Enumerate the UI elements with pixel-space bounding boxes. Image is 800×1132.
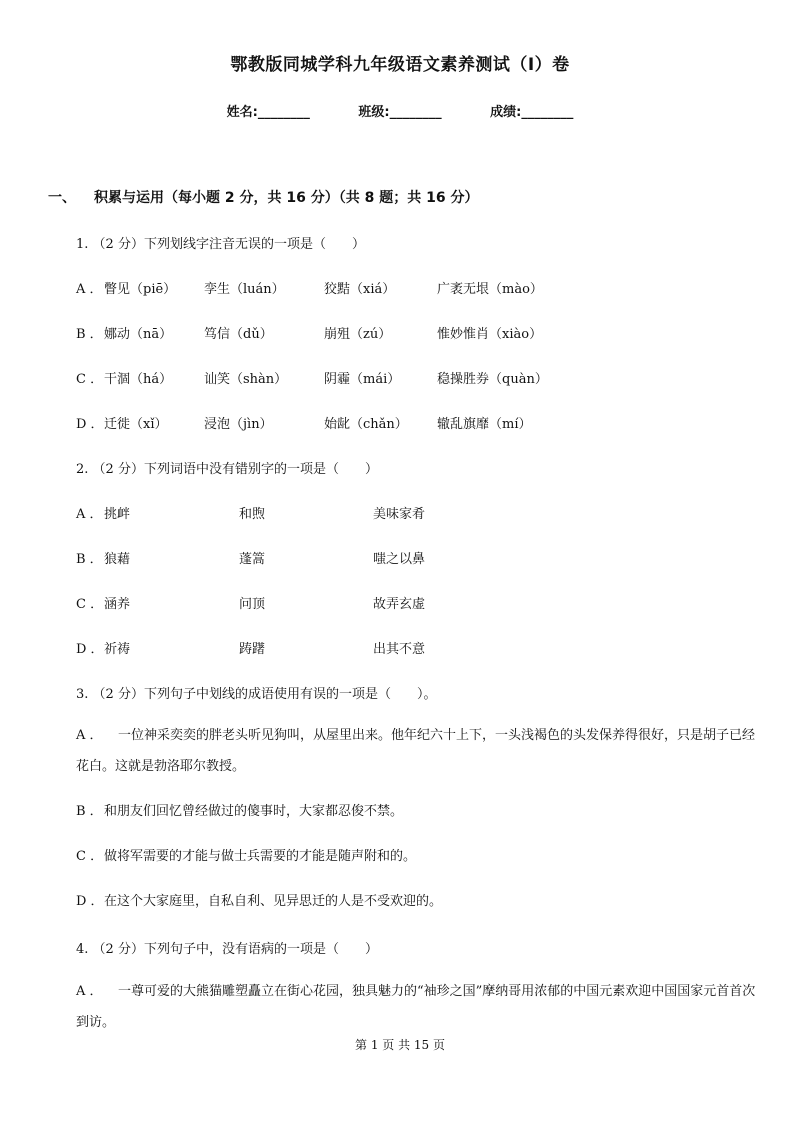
option-item: 广袤无垠（mào） [437,282,543,297]
question-option [76,278,543,297]
option-text: 在这个大家庭里，自私自利、见异思迁的人是不受欢迎的。 [104,894,443,909]
option-text: 做将军需要的才能与做士兵需要的才能是随声附和的。 [104,849,417,864]
option-item: 涵养 [104,597,131,612]
option-item: 始龀（chǎn） [324,417,408,432]
option-text: 和朋友们回忆曾经做过的傻事时，大家都忍俊不禁。 [104,804,404,819]
page-title: 鄂教版同城学科九年级语文素养测试（I）卷 [230,55,570,75]
question-stem: 3. （2 分）下列句子中划线的成语使用有误的一项是（ ）。 [76,687,437,702]
name-blank: ________ [257,105,310,120]
option-item: 辙乱旗靡（mí） [437,417,532,432]
option-item: 迁徙（xǐ） [104,417,168,432]
option-item: 踌躇 [239,642,266,657]
class-label: 班级: [358,105,390,120]
option-label: B ． [76,804,103,819]
question-option [76,841,756,872]
question-option [76,593,426,612]
option-label: A ． [76,728,103,743]
question-stem: 4. （2 分）下列句子中，没有语病的一项是（ ） [76,942,378,957]
score-blank: ________ [521,105,574,120]
option-label: D ． [76,894,104,909]
question-option [76,413,532,432]
option-item: 娜动（nā） [104,327,173,342]
name-label: 姓名: [226,105,258,120]
option-label: C ． [76,597,104,612]
option-item: 狡黠（xiá） [324,282,396,297]
score-label: 成绩: [490,105,522,120]
question-option [76,638,426,657]
option-text: 一位神采奕奕的胖老头听见狗叫，从屋里出来。他年纪六十上下，一头浅褐色的头发保养得很好，只是胡子已经花白。这就是勃洛耶尔教授。 [76,728,756,774]
option-item: 出其不意 [373,642,426,657]
option-item: 讪笑（shàn） [204,372,288,387]
page-footer: 第 1 页 共 15 页 [355,1038,445,1052]
option-text: 一尊可爱的大熊猫雕塑矗立在街心花园，独具魅力的“袖珍之国”摩纳哥用浓郁的中国元素欢迎中国国家元首首次到访。 [76,984,756,1030]
question-option [76,886,756,917]
option-label: A ． [76,507,103,522]
question-option [76,368,548,387]
section-number: 一、 [48,190,76,206]
option-item: 浸泡（jìn） [204,417,273,432]
option-item: 挑衅 [104,507,131,522]
option-item: 孪生（luán） [204,282,285,297]
question-option [76,796,756,827]
class-field [358,101,441,120]
question-option [76,976,756,1038]
question-stem: 1. （2 分）下列划线字注音无误的一项是（ ） [76,237,365,252]
student-info-line [0,101,800,120]
option-item: 蓬篙 [239,552,266,567]
option-item: 嗤之以鼻 [373,552,426,567]
option-item: 稳操胜券（quàn） [437,372,548,387]
option-label: B ． [76,327,103,342]
option-label: B ． [76,552,103,567]
option-label: C ． [76,849,104,864]
option-label: D ． [76,417,104,432]
name-field [227,101,310,120]
option-label: A ． [76,282,103,297]
option-item: 笃信（dǔ） [204,327,273,342]
section-heading [48,187,478,207]
question-option [76,323,543,342]
option-item: 阴霾（mái） [324,372,401,387]
question-option [76,720,756,782]
option-item: 崩殂（zú） [324,327,392,342]
option-label: C ． [76,372,104,387]
question-option [76,503,426,522]
option-label: D ． [76,642,104,657]
class-blank: ________ [389,105,442,120]
option-label: A ． [76,984,103,999]
option-item: 惟妙惟肖（xiào） [437,327,543,342]
option-item: 干涸（há） [104,372,173,387]
question-option [76,548,426,567]
option-item: 瞥见（piē） [104,282,177,297]
section-title: 积累与运用（每小题 2 分，共 16 分）（共 8 题；共 16 分） [94,190,479,206]
option-item: 美味家肴 [373,507,426,522]
option-item: 问顶 [239,597,266,612]
option-item: 和煦 [239,507,266,522]
option-item: 故弄玄虚 [373,597,426,612]
question-stem: 2. （2 分）下列词语中没有错别字的一项是（ ） [76,462,378,477]
score-field [490,101,573,120]
option-item: 祈祷 [104,642,131,657]
option-item: 狼藉 [104,552,131,567]
